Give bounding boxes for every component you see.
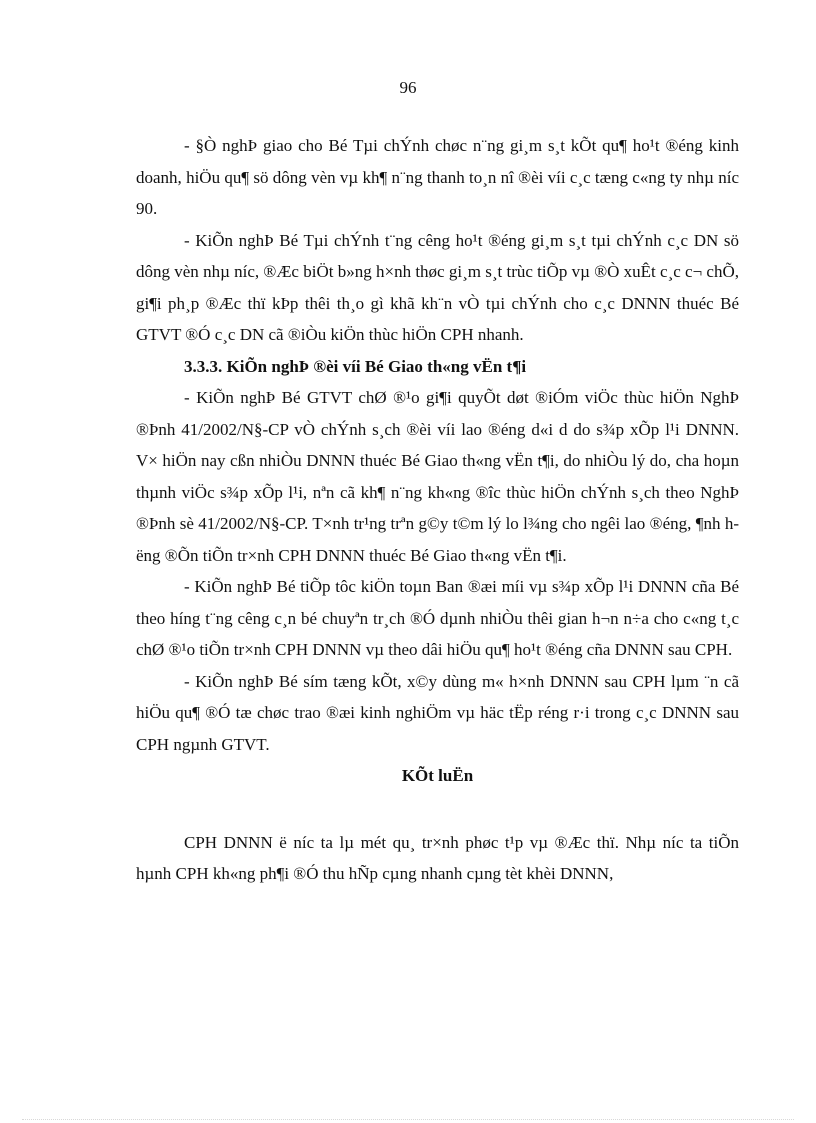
- document-body: [136, 130, 739, 890]
- paragraph-decree-41: - KiÕn nghÞ Bé GTVT chØ ®¹o gi¶i quyÕt døt ®iÓm viÖc thùc hiÖn NghÞ ®Þnh 41/2002/N§-CP vÒ chÝnh s¸ch ®èi víi lao ®éng d«i d do s¾p xÕp l¹i DNNN. V× hiÖn nay cßn nhiÒu DNNN thuéc Bé Giao th«ng vËn t¶i, do nhiÒu lý do, cha hoµn thµnh viÖc s¾p xÕp l¹i, nªn cã kh¶ n¨ng kh«ng ®îc thùc hiÖn chÝnh s¸ch theo NghÞ ®Þnh sè 41/2002/N§-CP. T×nh tr¹ng trªn g©y t©m lý lo l¾ng cho ngêi lao ®éng, ¶nh hëng ®Õn tiÕn tr×nh CPH DNNN thuéc Bé Giao th«ng vËn t¶i.: [136, 388, 739, 565]
- paragraph-reform-board: - KiÕn nghÞ Bé tiÕp tôc kiÖn toµn Ban ®æi míi vµ s¾p xÕp l¹i DNNN cña Bé theo híng t¨ng cêng c¸n bé chuyªn tr¸ch ®Ó dµnh nhiÒu thêi gian h¬n n÷a cho c«ng t¸c chØ ®¹o tiÕn tr×nh CPH DNNN vµ theo dâi hiÖu qu¶ ho¹t ®éng cña DNNN sau CPH.: [136, 577, 739, 659]
- paragraph-model-summary: - KiÕn nghÞ Bé sím tæng kÕt, x©y dùng m« h×nh DNNN sau CPH lµm ¨n cã hiÖu qu¶ ®Ó tæ chøc trao ®æi kinh nghiÖm vµ häc tËp réng r·i trong c¸c DNNN sau CPH ngµnh GTVT.: [136, 671, 739, 754]
- page-bottom-rule: [22, 1119, 794, 1120]
- conclusion-paragraph: CPH DNNN ë níc ta lµ mét qu¸ tr×nh phøc t¹p vµ ®Æc thï. Nhµ níc ta tiÕn hµnh CPH kh«ng ph¶i ®Ó thu hÑp cµng nhanh cµng tèt khèi DNNN,: [136, 832, 739, 883]
- spacer: [136, 792, 739, 827]
- conclusion-heading: KÕt luËn: [401, 766, 474, 785]
- page-number: 96: [399, 78, 417, 97]
- paragraph-supervision-recommendation: - KiÕn nghÞ Bé Tµi chÝnh t¨ng cêng ho¹t ®éng gi¸m s¸t tµi chÝnh c¸c DN sö dông vèn nhµ níc, ®Æc biÖt b»ng h×nh thøc gi¸m s¸t trùc tiÕp vµ ®Ò xuÊt c¸c c¬ chÕ, gi¶i ph¸p ®Æc thï kÞp thêi th¸o gì khã kh¨n vÒ tµi chÝnh cho c¸c DNNN thuéc Bé GTVT ®Ó c¸c DN cã ®iÒu kiÖn thùc hiÖn CPH nhanh.: [136, 230, 739, 344]
- paragraph-report-ministry-finance: - §Ò nghÞ giao cho Bé Tµi chÝnh chøc n¨ng gi¸m s¸t kÕt qu¶ ho¹t ®éng kinh doanh, hiÖu qu¶ sö dông vèn vµ kh¶ n¨ng thanh to¸n nî ®èi víi c¸c tæng c«ng ty nhµ níc 90.: [136, 136, 739, 218]
- section-heading-3-3-3: 3.3.3. KiÕn nghÞ ®èi víi Bé Giao th«ng vËn t¶i: [184, 356, 527, 376]
